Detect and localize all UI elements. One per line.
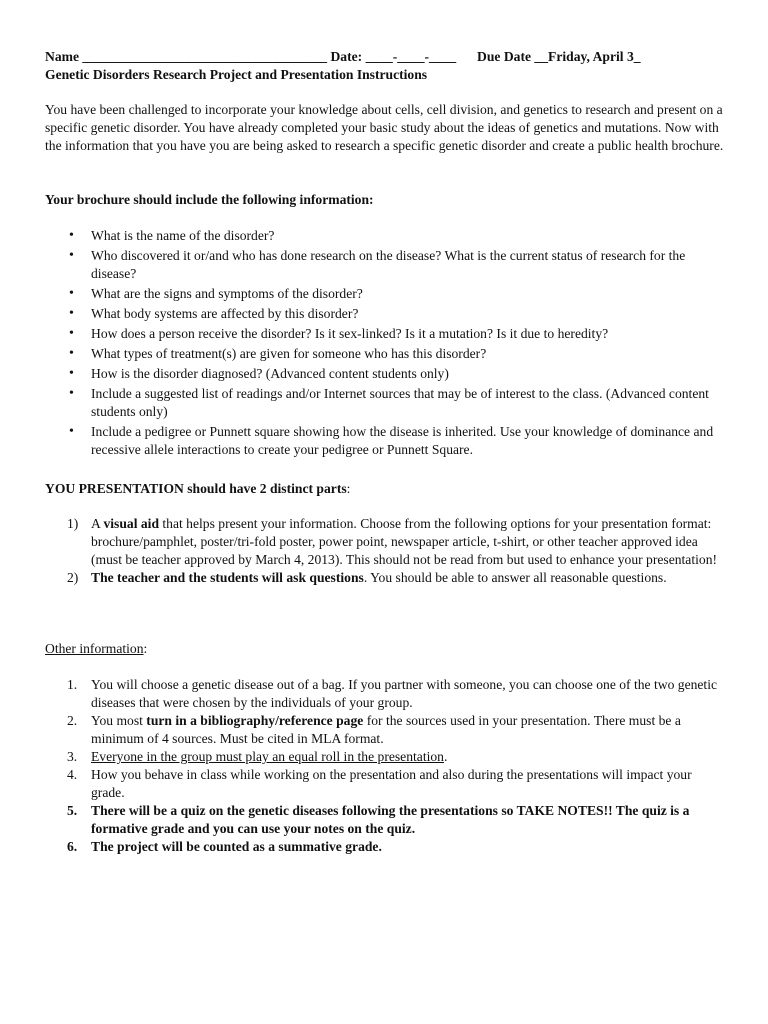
list-item: • What types of treatment(s) are given for someone who has this disorder? (45, 345, 728, 363)
name-blank: ____________________________________ (82, 49, 328, 64)
other-info-list (45, 676, 728, 856)
list-item: 1. You will choose a genetic disease out of a bag. If you partner with someone, you can choose one of the two genetic diseases that were chosen by the individuals of your group. (67, 677, 718, 710)
due-date-label: Due Date (477, 49, 532, 64)
list-item: • Who discovered it or/and who has done research on the disease? What is the current status of research for the disease? (45, 247, 728, 283)
list-item: 5. There will be a quiz on the genetic diseases following the presentations so TAKE NOTES!! The quiz is a formative grade and you can use your notes on the quiz. (67, 803, 690, 836)
list-item: 2) The teacher and the students will ask questions. You should be able to answer all reasonable questions. (67, 570, 667, 585)
brochure-heading: Your brochure should include the following information: (45, 192, 374, 207)
list-item: 3. Everyone in the group must play an equal roll in the presentation. (67, 749, 448, 764)
list-item: 6. The project will be counted as a summative grade. (67, 839, 382, 854)
list-item: • How does a person receive the disorder? Is it sex-linked? Is it a mutation? Is it due to heredity? (45, 325, 728, 343)
other-info-heading: Other information: (45, 641, 148, 656)
list-item: • How is the disorder diagnosed? (Advanced content students only) (45, 365, 728, 383)
due-date-value: __Friday, April 3_ (534, 49, 641, 64)
list-item: • Include a pedigree or Punnett square showing how the disease is inherited. Use your knowledge of dominance and recessive allele interactions to create your pedigree or Punnett Square. (45, 423, 728, 459)
name-label: Name (45, 49, 79, 64)
list-item: • What are the signs and symptoms of the disorder? (45, 285, 728, 303)
list-item: 2. You most turn in a bibliography/reference page for the sources used in your presentation. There must be a minimum of 4 sources. Must be cited in MLA format. (67, 713, 681, 746)
brochure-list (45, 227, 728, 461)
document-title: Genetic Disorders Research Project and Presentation Instructions (45, 67, 428, 82)
list-item: 1) A visual aid that helps present your information. Choose from the following options for your presentation format: brochure/pamphlet, poster/tri-fold poster, power point, newspaper article, t-shirt, or other teacher approved idea (must be teacher approved by March 4, 2013). This should not be read from but used to enhance your presentation! (67, 516, 718, 567)
header-line (45, 48, 728, 66)
date-blank: ____-____-____ (365, 49, 457, 64)
presentation-heading: YOU PRESENTATION should have 2 distinct parts: (45, 481, 351, 496)
list-item: 4. How you behave in class while working on the presentation and also during the presentations will impact your grade. (67, 767, 692, 800)
presentation-list (45, 515, 728, 587)
list-item: • Include a suggested list of readings and/or Internet sources that may be of interest to the class. (Advanced content students only) (45, 385, 728, 421)
list-item: • What body systems are affected by this disorder? (45, 305, 728, 323)
list-item: • What is the name of the disorder? (45, 227, 728, 245)
date-label: Date: (330, 49, 363, 64)
intro-paragraph: You have been challenged to incorporate your knowledge about cells, cell division, and genetics to research and present on a specific genetic disorder. You have already completed your basic study about the ideas of genetics and mutations. Now with the information that you have you are being asked to research a specific genetic disorder and create a public health brochure. (45, 102, 724, 153)
